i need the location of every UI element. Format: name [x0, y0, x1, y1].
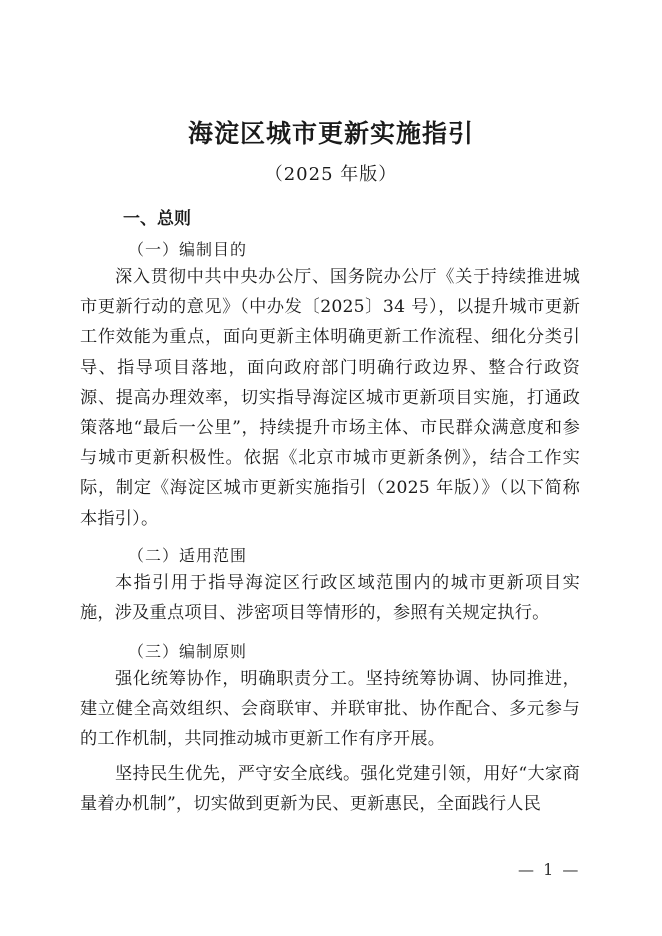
subsection-heading-scope: （二）适用范围: [128, 546, 248, 565]
subsection-heading-principles: （三）编制原则: [128, 642, 248, 661]
document-title: 海淀区城市更新实施指引: [187, 119, 474, 148]
page-number: — 1 —: [518, 860, 581, 879]
paragraph-principle-1: 强化统筹协作，明确职责分工。坚持统筹协调、协同推进，建立健全高效组织、会商联审、并联审批、协作配合、多元参与的工作机制，共同推动城市更新工作有序开展。: [80, 669, 580, 750]
paragraph-purpose: 深入贯彻中共中央办公厅、国务院办公厅《关于持续推进城市更新行动的意见》（中办发〔2025〕34 号），以提升城市更新工作效能为重点，面向更新主体明确更新工作流程、细化分类引导、指导项目落地，面向政府部门明确行政边界、整合行政资源、提高办理效率，切实指导海淀区城市更新项目实施，打通政策落地“最后一公里”，持续提升市场主体、市民群众满意度和参与城市更新积极性。依据《北京市城市更新条例》，结合工作实际，制定《海淀区城市更新实施指引（2025 年版）》（以下简称本指引）。: [80, 267, 580, 529]
subsection-heading-purpose: （一）编制目的: [128, 240, 248, 259]
document-subtitle: （2025 年版）: [264, 164, 398, 185]
section-heading-general: 一、总则: [123, 209, 191, 229]
paragraph-principle-2: 坚持民生优先，严守安全底线。强化党建引领，用好“大家商量着办机制”，切实做到更新为民、更新惠民，全面践行人民: [80, 764, 580, 815]
paragraph-scope: 本指引用于指导海淀区行政区域范围内的城市更新项目实施，涉及重点项目、涉密项目等情形的，参照有关规定执行。: [80, 573, 580, 624]
